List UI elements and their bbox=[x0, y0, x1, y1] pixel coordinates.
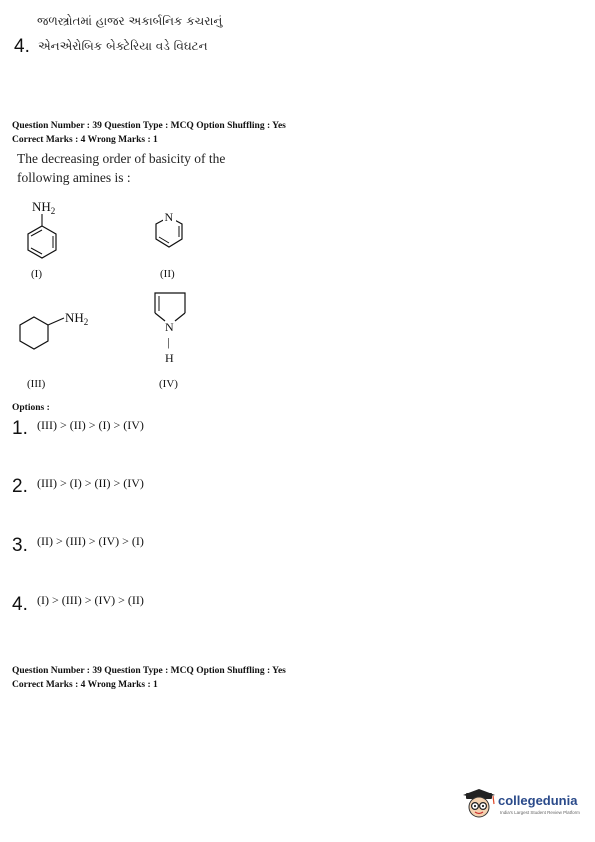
option-1-text: (III) > (II) > (I) > (IV) bbox=[37, 418, 144, 432]
s3-group-text: $NH_2$ bbox=[65, 310, 89, 327]
question-text-line1: The decreasing order of basicity of the bbox=[17, 151, 226, 166]
next-question-meta-line1: Question Number : 39 Question Type : MCQ Option Shuffling : Yes bbox=[12, 666, 286, 676]
question-text-line2: following amines is : bbox=[17, 170, 131, 185]
s4-hydrogen: H bbox=[165, 351, 174, 365]
s4-bond: | bbox=[167, 335, 170, 349]
s1-group-text: $NH_2$ bbox=[32, 199, 56, 216]
structure-pyrroline bbox=[145, 287, 195, 367]
structure-cyclohexylamine bbox=[10, 305, 100, 357]
s1-label: (I) bbox=[31, 268, 42, 280]
s3-label: (III) bbox=[27, 378, 46, 390]
prev-option-text: એનએરોબિક બેક્ટેરિયા વડે વિઘટન bbox=[38, 39, 208, 53]
structure-aniline bbox=[10, 195, 70, 263]
option-3-text: (II) > (III) > (IV) > (I) bbox=[37, 534, 144, 548]
option-2-text: (III) > (I) > (II) > (IV) bbox=[37, 476, 144, 490]
prev-question-line: જળસ્ત્રોતમાં હાજર અકાર્બનિક કચરાનું bbox=[37, 14, 223, 28]
logo-name: collegedunia bbox=[498, 793, 578, 808]
next-question-meta-line2: Correct Marks : 4 Wrong Marks : 1 bbox=[12, 680, 158, 690]
s2-atom: N bbox=[164, 210, 174, 224]
option-1-number: 1. bbox=[12, 418, 28, 439]
question-meta-line2: Correct Marks : 4 Wrong Marks : 1 bbox=[12, 135, 158, 145]
question-meta-line1: Question Number : 39 Question Type : MCQ Option Shuffling : Yes bbox=[12, 121, 286, 131]
option-3-number: 3. bbox=[12, 535, 28, 556]
option-4-text: (I) > (III) > (IV) > (II) bbox=[37, 593, 144, 607]
s3-bond bbox=[48, 318, 64, 325]
s1-ring bbox=[28, 226, 56, 258]
option-2-number: 2. bbox=[12, 476, 28, 497]
prev-option-number: 4. bbox=[14, 36, 30, 57]
s4-atom: N bbox=[165, 320, 174, 334]
options-label: Options : bbox=[12, 403, 50, 413]
s4-label: (IV) bbox=[159, 378, 178, 390]
s3-ring bbox=[20, 317, 48, 349]
mascot-icon bbox=[462, 787, 496, 821]
logo-tagline: India's Largest Student Review Platform bbox=[500, 810, 580, 815]
collegedunia-logo bbox=[462, 787, 592, 823]
s2-label: (II) bbox=[160, 268, 175, 280]
structure-pyridine bbox=[145, 205, 195, 255]
option-4-number: 4. bbox=[12, 594, 28, 615]
